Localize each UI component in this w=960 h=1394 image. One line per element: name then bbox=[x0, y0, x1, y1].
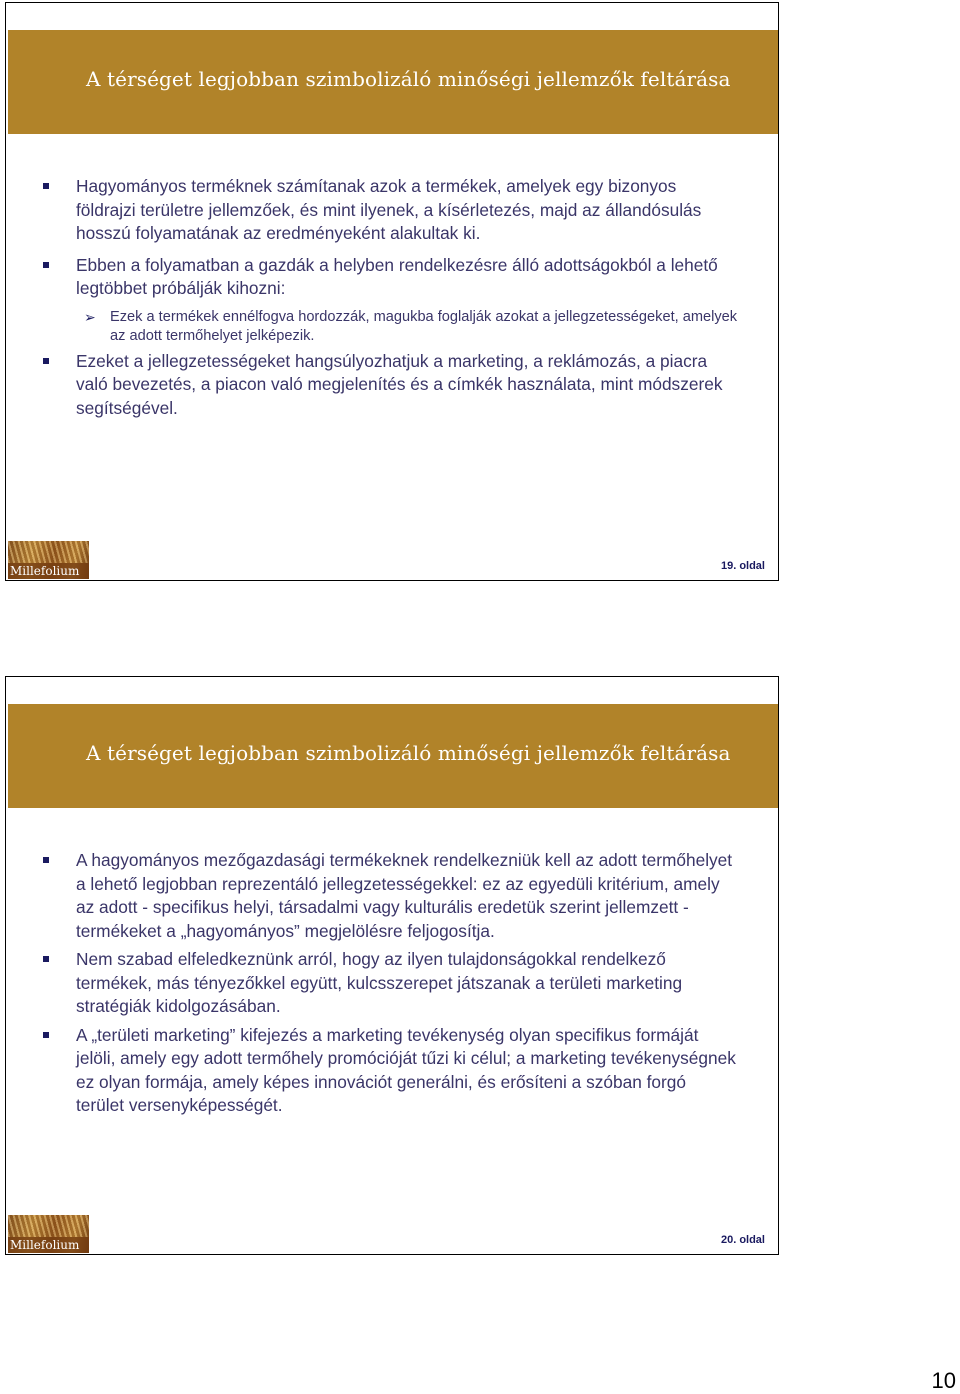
sub-bullet-text: Ezek a termékek ennélfogva hordozzák, magukba foglalják azokat a jellegzetességeket, amelyek az adott termőhelyet jelképezik. bbox=[110, 308, 738, 344]
slide-page-number: 19. oldal bbox=[720, 560, 765, 572]
slide-content bbox=[6, 849, 778, 1118]
square-bullet-icon bbox=[43, 1032, 49, 1038]
millefolium-logo bbox=[8, 541, 89, 579]
document-page-number: 10 bbox=[931, 1368, 956, 1393]
bullet-item bbox=[6, 948, 738, 1019]
bullet-item bbox=[6, 350, 738, 421]
square-bullet-icon bbox=[43, 956, 49, 962]
bullet-text: Hagyományos terméknek számítanak azok a termékek, amelyek egy bizonyos földrajzi területre jellemzőek, és mint ilyenek, a kísérletezés, majd az állandósulás hosszú folyamatának az eredményeként alakultak ki. bbox=[76, 176, 702, 243]
bullet-text: A „területi marketing” kifejezés a marketing tevékenység olyan specifikus formáját jelöli, amely egy adott termőhely promócióját tűzi ki célul; a marketing tevékenységnek ez olyan formája, amely képes innovációt generálni, és erősíteni a szóban forgó terület versenyképességét. bbox=[76, 1024, 736, 1115]
bullet-text: Nem szabad elfeledkeznünk arról, hogy az ilyen tulajdonságokkal rendelkező termékek, más tényezőkkel együtt, kulcsszerepet játszanak a területi marketing stratégiák kidolgozásában. bbox=[76, 949, 683, 1016]
bullet-text: Ebben a folyamatban a gazdák a helyben rendelkezésre álló adottságokból a lehető legtöbbet próbálják kihozni: bbox=[76, 254, 718, 298]
slide-page-number: 20. oldal bbox=[720, 1234, 765, 1246]
bullet-item bbox=[6, 254, 738, 301]
square-bullet-icon bbox=[43, 183, 49, 189]
bullet-item bbox=[6, 849, 738, 943]
bullet-text: Ezeket a jellegzetességeket hangsúlyozhatjuk a marketing, a reklámozás, a piacra való bevezetés, a piacon való megjelenítés és a címkék használata, mint módszerek segítségével. bbox=[76, 350, 723, 418]
slide-title: A térséget legjobban szimbolizáló minőségi jellemzők feltárása bbox=[86, 741, 731, 765]
bullet-text: A hagyományos mezőgazdasági termékeknek rendelkezniük kell az adott termőhelyet a lehető legjobban reprezentáló jellegzetességekkel: ez az egyedüli kritérium, amely az adott - specifikus helyi, társadalmi vagy kulturális eredetük szerint jellemzett - termékeket a „hagyományos” megjelölésre feljogosítja. bbox=[76, 850, 733, 941]
slide-title: A térséget legjobban szimbolizáló minőségi jellemzők feltárása bbox=[86, 67, 731, 91]
title-band bbox=[8, 30, 778, 134]
logo-text: Millefolium bbox=[8, 1237, 89, 1253]
arrowhead-bullet-icon: ➢ bbox=[84, 308, 96, 325]
bullet-item bbox=[6, 1024, 738, 1118]
slide-content bbox=[6, 175, 778, 420]
title-band bbox=[8, 704, 778, 808]
bullet-item bbox=[6, 175, 738, 246]
millefolium-logo bbox=[8, 1215, 89, 1253]
square-bullet-icon bbox=[43, 262, 49, 268]
sub-bullet-item bbox=[6, 308, 738, 346]
logo-text: Millefolium bbox=[8, 563, 89, 579]
slide-19 bbox=[5, 2, 779, 581]
slide-20 bbox=[5, 676, 779, 1255]
square-bullet-icon bbox=[43, 857, 49, 863]
square-bullet-icon bbox=[43, 358, 49, 364]
